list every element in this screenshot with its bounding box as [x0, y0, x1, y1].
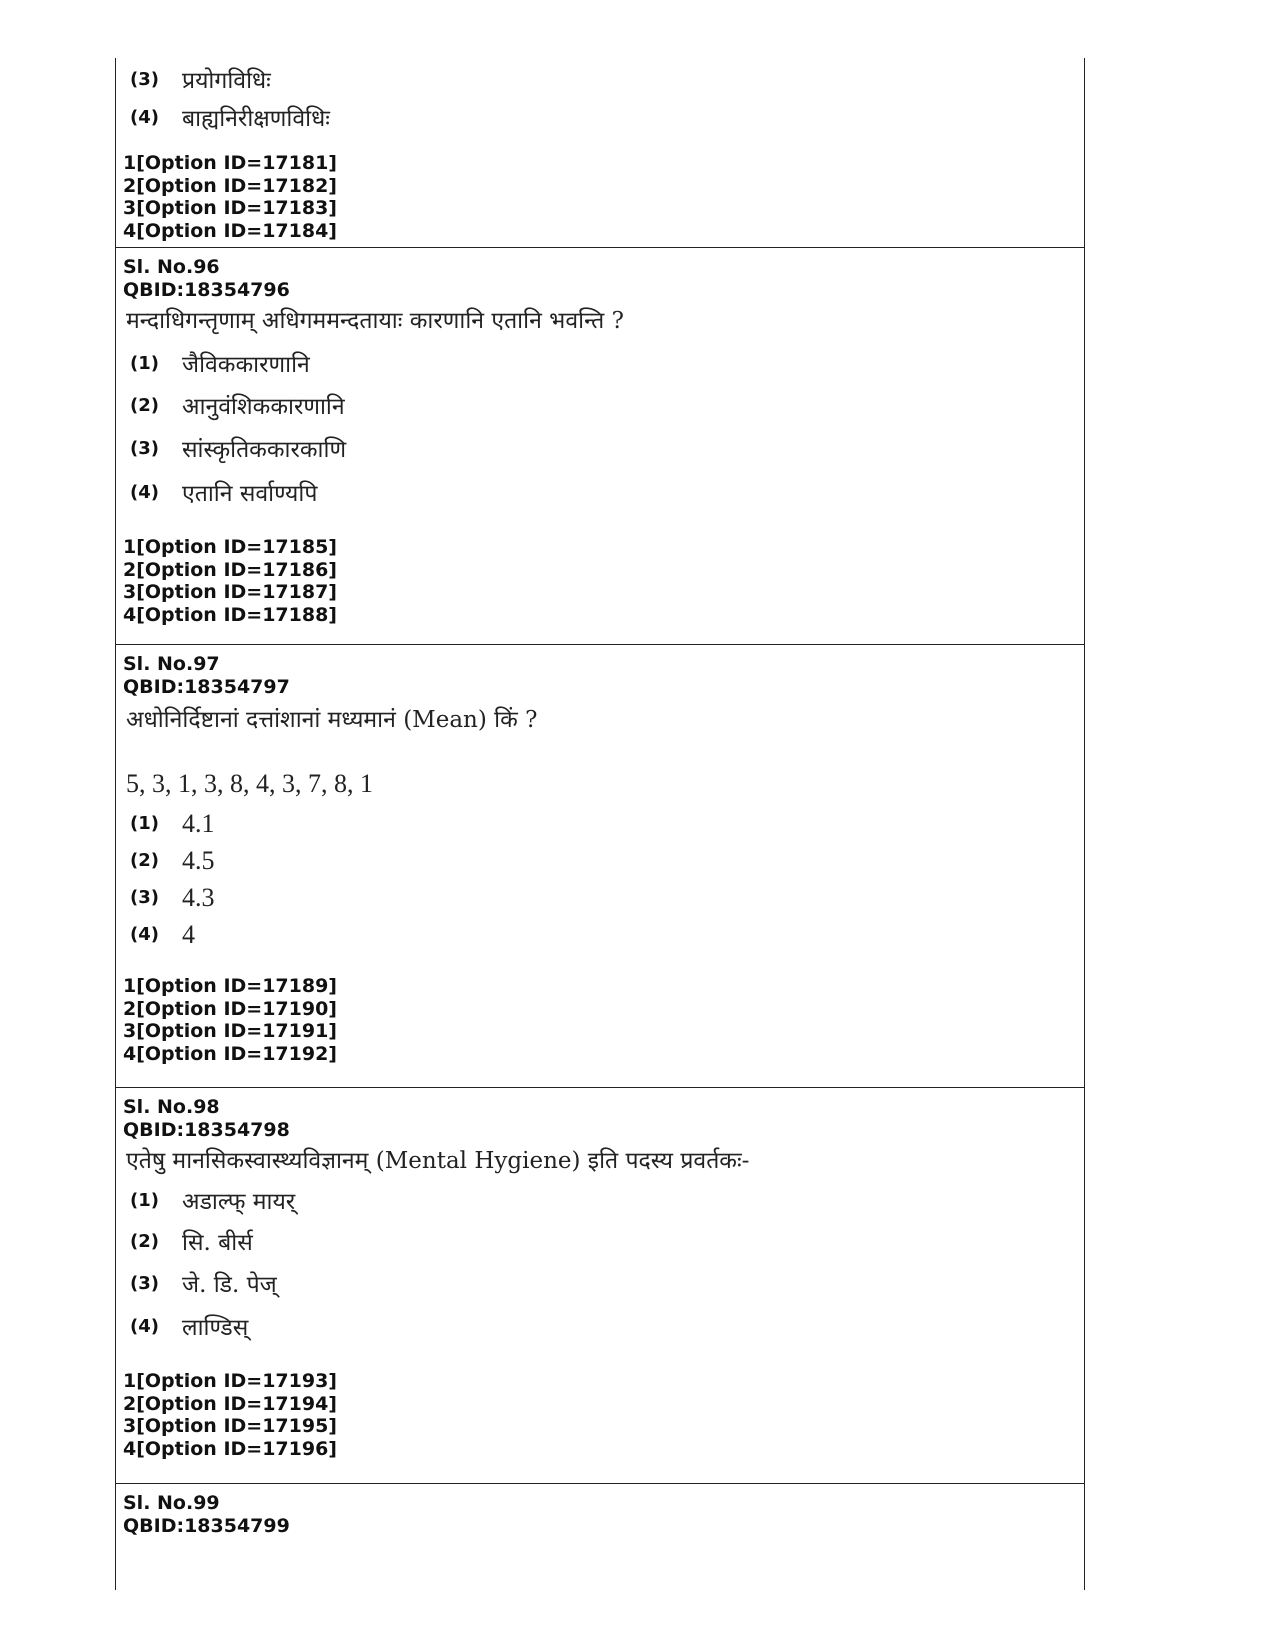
option-id: 1[Option ID=17181]	[123, 152, 337, 174]
serial-number: Sl. No.98	[123, 1096, 220, 1118]
option-text: 4.5	[182, 845, 215, 875]
option-text: 4.3	[182, 882, 215, 912]
serial-number: Sl. No.97	[123, 653, 220, 675]
option-number: (3)	[130, 437, 159, 459]
question-text: अधोनिर्दिष्टानां दत्तांशानां मध्यमानं (Mean) किं ?	[126, 707, 538, 733]
option-number: (1)	[130, 813, 159, 834]
question-paper-sheet	[115, 58, 1085, 1590]
option-text: अडाल्फ् मायर्	[182, 1189, 296, 1215]
option-id: 3[Option ID=17195]	[123, 1415, 337, 1437]
option-item	[123, 1180, 1084, 1220]
option-item	[123, 60, 1084, 98]
option-number: (3)	[130, 68, 159, 90]
option-text: जे. डि. पेज्	[182, 1272, 277, 1298]
option-id-list	[123, 975, 1084, 1065]
option-number: (2)	[130, 850, 159, 871]
option-id: 4[Option ID=17196]	[123, 1437, 337, 1460]
option-item	[123, 916, 1084, 953]
serial-number: Sl. No.99	[123, 1492, 220, 1514]
option-id: 2[Option ID=17190]	[123, 997, 337, 1020]
question-bank-id: QBID:18354797	[123, 676, 290, 698]
question-block-97	[116, 645, 1084, 1088]
option-id: 3[Option ID=17191]	[123, 1020, 337, 1042]
option-item	[123, 384, 1084, 426]
option-number: (1)	[130, 352, 159, 374]
question-bank-id: QBID:18354799	[123, 1515, 290, 1537]
option-number: (4)	[130, 481, 159, 503]
option-id-list	[123, 536, 1084, 626]
option-text: सि. बीर्स	[182, 1230, 253, 1256]
option-text: सांस्कृतिककारकाणि	[182, 437, 347, 463]
question-block-98	[116, 1088, 1084, 1484]
option-id: 3[Option ID=17187]	[123, 581, 337, 603]
data-values: 5, 3, 1, 3, 8, 4, 3, 7, 8, 1	[126, 769, 373, 798]
option-id: 2[Option ID=17186]	[123, 558, 337, 581]
question-bank-id: QBID:18354798	[123, 1119, 290, 1141]
option-item	[123, 426, 1084, 470]
option-number: (1)	[130, 1189, 159, 1211]
option-id-list	[123, 1370, 1084, 1460]
option-item	[123, 879, 1084, 916]
option-text: 4	[182, 919, 195, 949]
option-text: प्रयोगविधिः	[182, 68, 271, 94]
option-id-list	[123, 152, 1084, 242]
option-number: (2)	[130, 394, 159, 416]
option-number: (4)	[130, 924, 159, 945]
option-number: (2)	[130, 1230, 159, 1252]
option-item	[123, 1262, 1084, 1304]
option-text: आनुवंशिककारणानि	[182, 394, 345, 420]
option-number: (3)	[130, 887, 159, 908]
option-text: लाण्डिस्	[182, 1315, 249, 1341]
option-id: 1[Option ID=17193]	[123, 1370, 337, 1392]
option-item	[123, 842, 1084, 879]
option-item	[123, 470, 1084, 514]
option-item	[123, 98, 1084, 136]
option-item	[123, 805, 1084, 842]
option-id: 1[Option ID=17185]	[123, 536, 337, 558]
question-bank-id: QBID:18354796	[123, 279, 290, 301]
question-block-99	[116, 1484, 1084, 1590]
option-text: जैविककारणानि	[182, 352, 310, 378]
question-block-96	[116, 248, 1084, 645]
option-text: एतानि सर्वाण्यपि	[182, 481, 318, 507]
option-number: (4)	[130, 106, 159, 128]
question-text: मन्दाधिगन्तृणाम् अधिगममन्दतायाः कारणानि एतानि भवन्ति ?	[126, 308, 624, 334]
question-block-95-continued	[116, 58, 1084, 248]
option-number: (3)	[130, 1272, 159, 1294]
option-text: 4.1	[182, 808, 215, 838]
option-id: 4[Option ID=17188]	[123, 603, 337, 626]
option-text: बाह्यनिरीक्षणविधिः	[182, 106, 330, 132]
option-id: 4[Option ID=17184]	[123, 219, 337, 242]
option-id: 3[Option ID=17183]	[123, 197, 337, 219]
question-text: एतेषु मानसिकस्वास्थ्यविज्ञानम् (Mental Hygiene) इति पदस्य प्रवर्तकः-	[126, 1148, 750, 1174]
option-item	[123, 1304, 1084, 1348]
option-item	[123, 1220, 1084, 1262]
option-id: 2[Option ID=17194]	[123, 1392, 337, 1415]
option-item	[123, 342, 1084, 384]
option-id: 4[Option ID=17192]	[123, 1042, 337, 1065]
option-number: (4)	[130, 1315, 159, 1337]
serial-number: Sl. No.96	[123, 256, 220, 278]
option-id: 2[Option ID=17182]	[123, 174, 337, 197]
option-id: 1[Option ID=17189]	[123, 975, 337, 997]
